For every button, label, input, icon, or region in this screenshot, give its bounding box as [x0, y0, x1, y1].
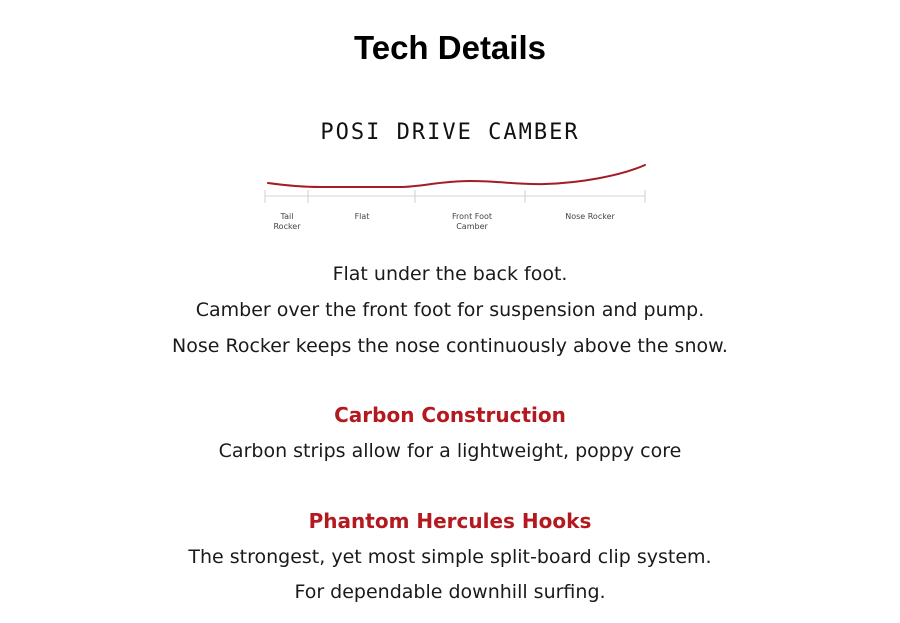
page-title: Tech Details	[354, 29, 546, 66]
profile-text-line: Camber over the front foot for suspension and pump.	[195, 299, 705, 321]
hooks-text-line: For dependable downhill surfing.	[294, 581, 606, 603]
section-heading-hooks: Phantom Hercules Hooks	[308, 509, 592, 533]
zone-label-nose-rocker: Nose Rocker	[565, 212, 615, 221]
profile-text-line: Nose Rocker keeps the nose continuously above the snow.	[172, 335, 728, 357]
hooks-text-line: The strongest, yet most simple split-board clip system.	[188, 546, 712, 568]
zone-label-flat: Flat	[354, 212, 370, 221]
board-profile-line	[268, 165, 645, 187]
carbon-text-line: Carbon strips allow for a lightweight, poppy core	[218, 440, 682, 462]
zone-label-tail-rocker: Tail Rocker	[273, 212, 301, 231]
profile-text-line: Flat under the back foot.	[332, 263, 568, 285]
camber-profile-title: POSI DRIVE CAMBER	[320, 120, 580, 145]
section-heading-carbon: Carbon Construction	[334, 403, 566, 427]
zone-label-front-foot-camber: Front Foot Camber	[451, 212, 493, 231]
